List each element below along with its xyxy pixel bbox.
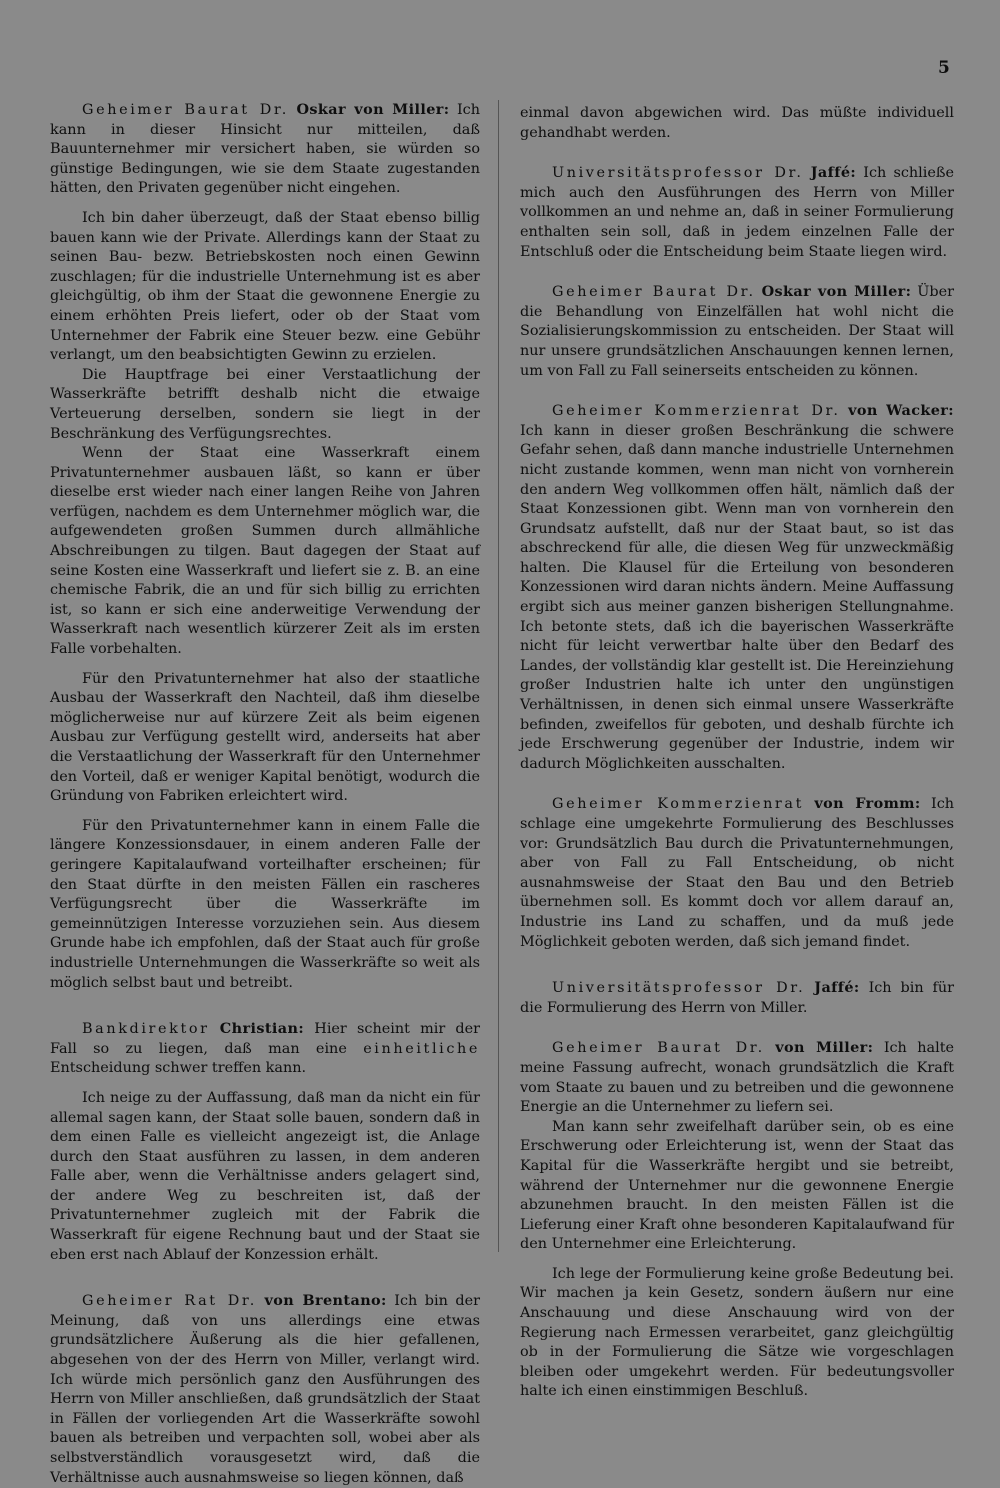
speech-christian (50, 1019, 480, 1079)
paragraph: Wenn der Staat eine Wasserkraft einem Privatunternehmer ausbauen läßt, so kann er über dieselbe erst wieder nach einer langen Reihe von Jahren verfügen, nachdem es dem Unternehmer möglich war, die aufgewendeten großen Summen durch allmähliche Abschreibungen zu tilgen. Baut dagegen der Staat auf seine Kosten eine Wasserkraft und liefert sie z. B. an eine chemische Fabrik, die an und für sich billig zu errichten ist, so kann er sich eine anderweitige Verwendung der Wasserkraft nach wesentlich kürzerer Zeit als im ersten Falle vorbehalten. (50, 445, 480, 658)
speaker-title: Geheimer Baurat Dr. (552, 284, 756, 301)
speech-miller (520, 1038, 954, 1117)
speech-text: Ich bin für die Formulierung des Herrn von Miller. (520, 980, 954, 1016)
speaker-title: Universitätsprofessor Dr. (552, 980, 806, 997)
speech-text: Ich schlage eine umgekehrte Formulierung des Beschlusses vor: Grundsätzlich Bau durch die Privatunternehmungen, aber von Fall zu Fall Entscheidung, ob nicht ausnahmsweise der Staat den Bau und den Betrieb übernehmen soll. Es kommt doch vor allem darauf an, Industrie ins Land zu schaffen, und da muß jede Möglichkeit geboten werden, daß sich jemand findet. (520, 796, 955, 950)
paragraph: Ich lege der Formulierung keine große Bedeutung bei. Wir machen ja kein Gesetz, sondern äußern nur eine Anschauung und diese Anschauung wird von der Regierung nach Ermessen verarbeitet, ganz gleichgültig ob in der Formulierung die Sätze wie vorgeschlagen bleiben oder umgekehrt werden. Für bedeutungsvoller halte ich einen einstimmigen Beschluß. (520, 1265, 954, 1400)
speaker-name: Jaffé: (810, 164, 857, 182)
speaker-name: Jaffé: (814, 979, 860, 997)
speaker-name: von Fromm: (814, 795, 921, 813)
speaker-name: Christian: (219, 1020, 305, 1038)
emphasized-word: einheitliche (363, 1040, 480, 1057)
page-number: 5 (938, 58, 950, 78)
speech-text: Ich bin der Meinung, daß von uns allerdings eine etwas grundsätzlichere Äußerung als die hier gefallenen, abgesehen von der des Herrn von Miller, verlangt wird. Ich würde mich persönlich ganz den Ausführungen des Herrn von Miller anschließen, daß grundsätzlich der Staat in Fällen der vorliegenden Art die Wasserkräfte sowohl bauen als betreiben und verpachten soll, wobei aber als selbstverständlich vorausgesetzt wird, daß die Verhältnisse auch ausnahmsweise so liegen können, daß (50, 1293, 481, 1486)
paragraph: Für den Privatunternehmer kann in einem Falle die längere Konzessionsdauer, in einem anderen Falle der geringere Kapitalaufwand vorteilhafter erscheinen; für den Staat dürfte in den meisten Fällen ein rascheres Verfügungsrecht über die Wasserkräfte im gemeinnützigen Interesse vorzuziehen sein. Aus diesem Grunde habe ich empfohlen, daß der Staat auch für große industrielle Unternehmungen die Wasserkräfte so weit als möglich selbst baut und betreibt. (50, 817, 480, 991)
paragraph: Die Hauptfrage bei einer Verstaatlichung der Wasserkräfte betrifft deshalb nicht die etwaige Verteuerung derselben, sondern sie liegt in der Beschränkung des Verfügungsrechtes. (50, 366, 480, 442)
speaker-title: Geheimer Baurat Dr. (82, 102, 289, 118)
speech-miller (50, 100, 480, 199)
speech-text: Hier scheint mir der Fall so zu liegen, daß man eine (50, 1021, 480, 1057)
speaker-title: Bankdirektor (82, 1021, 210, 1038)
speech-jaffe (520, 163, 954, 262)
speech-text: Ich halte meine Fassung aufrecht, wonach grundsätzlich die Kraft vom Staate zu bauen und zu betreiben und die gewonnene Energie an die Unternehmer zu liefern sei. (520, 1040, 955, 1116)
paragraph: Man kann sehr zweifelhaft darüber sein, ob es eine Erschwerung oder Erleichterung ist, wenn der Staat das Kapital für die Wasserkräfte hergibt und sie betreibt, während der Unternehmer nur die gewonnene Energie abzunehmen braucht. In den meisten Fällen ist die Lieferung einer Kraft ohne besonderen Kapitalaufwand für den Unternehmer eine Erleichterung. (520, 1118, 954, 1253)
left-column (50, 100, 480, 1488)
paragraph: Ich neige zu der Auffassung, daß man da nicht ein für allemal sagen kann, der Staat solle bauen, sondern daß in dem einen Falle es vielleicht angezeigt ist, die Anlage durch den Staat ausführen zu lassen, in dem anderen Falle aber, wenn die Verhältnisse anders gelagert sind, der andere Weg zu beschreiten ist, daß der Privatunternehmer zugleich mit der Fabrik die Wasserkraft für eigene Rechnung baut und der Staat sie eben erst nach Ablauf der Konzession erhält. (50, 1089, 480, 1263)
speaker-title: Universitätsprofessor Dr. (552, 165, 804, 182)
speech-text: Ich kann in dieser Hinsicht nur mitteilen, daß Bauunternehmer mir versichert haben, sie würden so günstige Bedingungen, wie sie dem Staate zugestanden hätten, den Privaten gegenüber nicht eingehen. (50, 102, 480, 197)
speaker-name: Oskar von Miller: (296, 101, 450, 118)
speech-jaffe (520, 978, 954, 1018)
speech-text: Über die Behandlung von Einzelfällen hat wohl nicht die Sozialisierungskommission zu entscheiden. Der Staat will nur unsere grundsätzlichen Anschauungen kennen lernen, um von Fall zu Fall seinerseits entscheiden zu können. (520, 284, 954, 379)
speaker-title: Geheimer Rat Dr. (82, 1293, 257, 1310)
speech-fromm (520, 794, 954, 952)
speaker-name: von Wacker: (848, 402, 954, 420)
column-divider (498, 100, 499, 1252)
speaker-name: von Miller: (775, 1039, 874, 1057)
paragraph-continued: einmal davon abgewichen wird. Das müßte individuell gehandhabt werden. (520, 105, 954, 141)
speaker-title: Geheimer Kommerzienrat (552, 796, 804, 813)
speaker-title: Geheimer Baurat Dr. (552, 1040, 765, 1057)
speech-miller (520, 282, 954, 381)
right-column (520, 104, 954, 1402)
speech-text: Ich kann in dieser großen Beschränkung die schwere Gefahr sehen, daß dann manche industrielle Unternehmen nicht zustande kommen, wenn man nicht von vornherein den andern Weg vollkommen offen hält, nämlich daß der Staat Konzessionen gibt. Wenn man von vornherein den Grundsatz aufstellt, daß nur der Staat baut, so ist das abschreckend für alle, die diesen Weg für unzweckmäßig halten. Die Klausel für die Erteilung von besonderen Konzessionen wird daran nichts ändern. Meine Auffassung ergibt sich aus meiner ganzen bisherigen Stellungnahme. Ich betonte stets, daß ich die bayerischen Wasserkräfte nicht für leicht verwertbar halte über den Bedarf des Landes, der vollständig klar gestellt ist. Die Hereinziehung großer Industrien halte ich unter den ungünstigen Verhältnissen, in denen sich einmal unsere Wasserkräfte befinden, zweifellos für geboten, und deshalb fürchte ich jede Erschwerung gegenüber der Industrie, indem wir dadurch Möglichkeiten ausschalten. (520, 422, 954, 772)
paragraph: Für den Privatunternehmer hat also der staatliche Ausbau der Wasserkraft den Nachteil, daß ihm dieselbe möglicherweise nur auf kürzere Zeit als beim eigenen Ausbau zur Verfügung gestellt wird, anderseits hat aber die Verstaatlichung der Wasserkraft für den Unternehmer den Vorteil, daß er weniger Kapital benötigt, wodurch die Gründung von Fabriken erleichtert wird. (50, 670, 480, 805)
speech-text: Ich schließe mich auch den Ausführungen des Herrn von Miller vollkommen an und nehme an, daß in seiner Formulierung enthalten sein soll, daß in jedem einzelnen Falle der Entschluß oder die Entscheidung beim Staate liegen wird. (520, 165, 955, 260)
speech-brentano (50, 1291, 480, 1488)
speech-text-continued: Entscheidung schwer treffen kann. (50, 1060, 307, 1077)
speaker-name: von Brentano: (264, 1292, 387, 1310)
speaker-title: Geheimer Kommerzienrat Dr. (552, 403, 841, 420)
paragraph: Ich bin daher überzeugt, daß der Staat ebenso billig bauen kann wie der Private. Allerdings kann der Staat zu seinen Bau- bezw. Betriebskosten noch einen Gewinn zuschlagen; für die industrielle Unternehmung ist es aber gleichgültig, ob ihm der Staat die gewonnene Energie zu einem erhöhten Preis liefert, oder ob der Staat vom Unternehmer der Fabrik eine Steuer bezw. eine Gebühr verlangt, um den beabsichtigten Gewinn zu erzielen. (50, 209, 480, 364)
speaker-name: Oskar von Miller: (761, 283, 912, 301)
speech-wacker (520, 401, 954, 774)
